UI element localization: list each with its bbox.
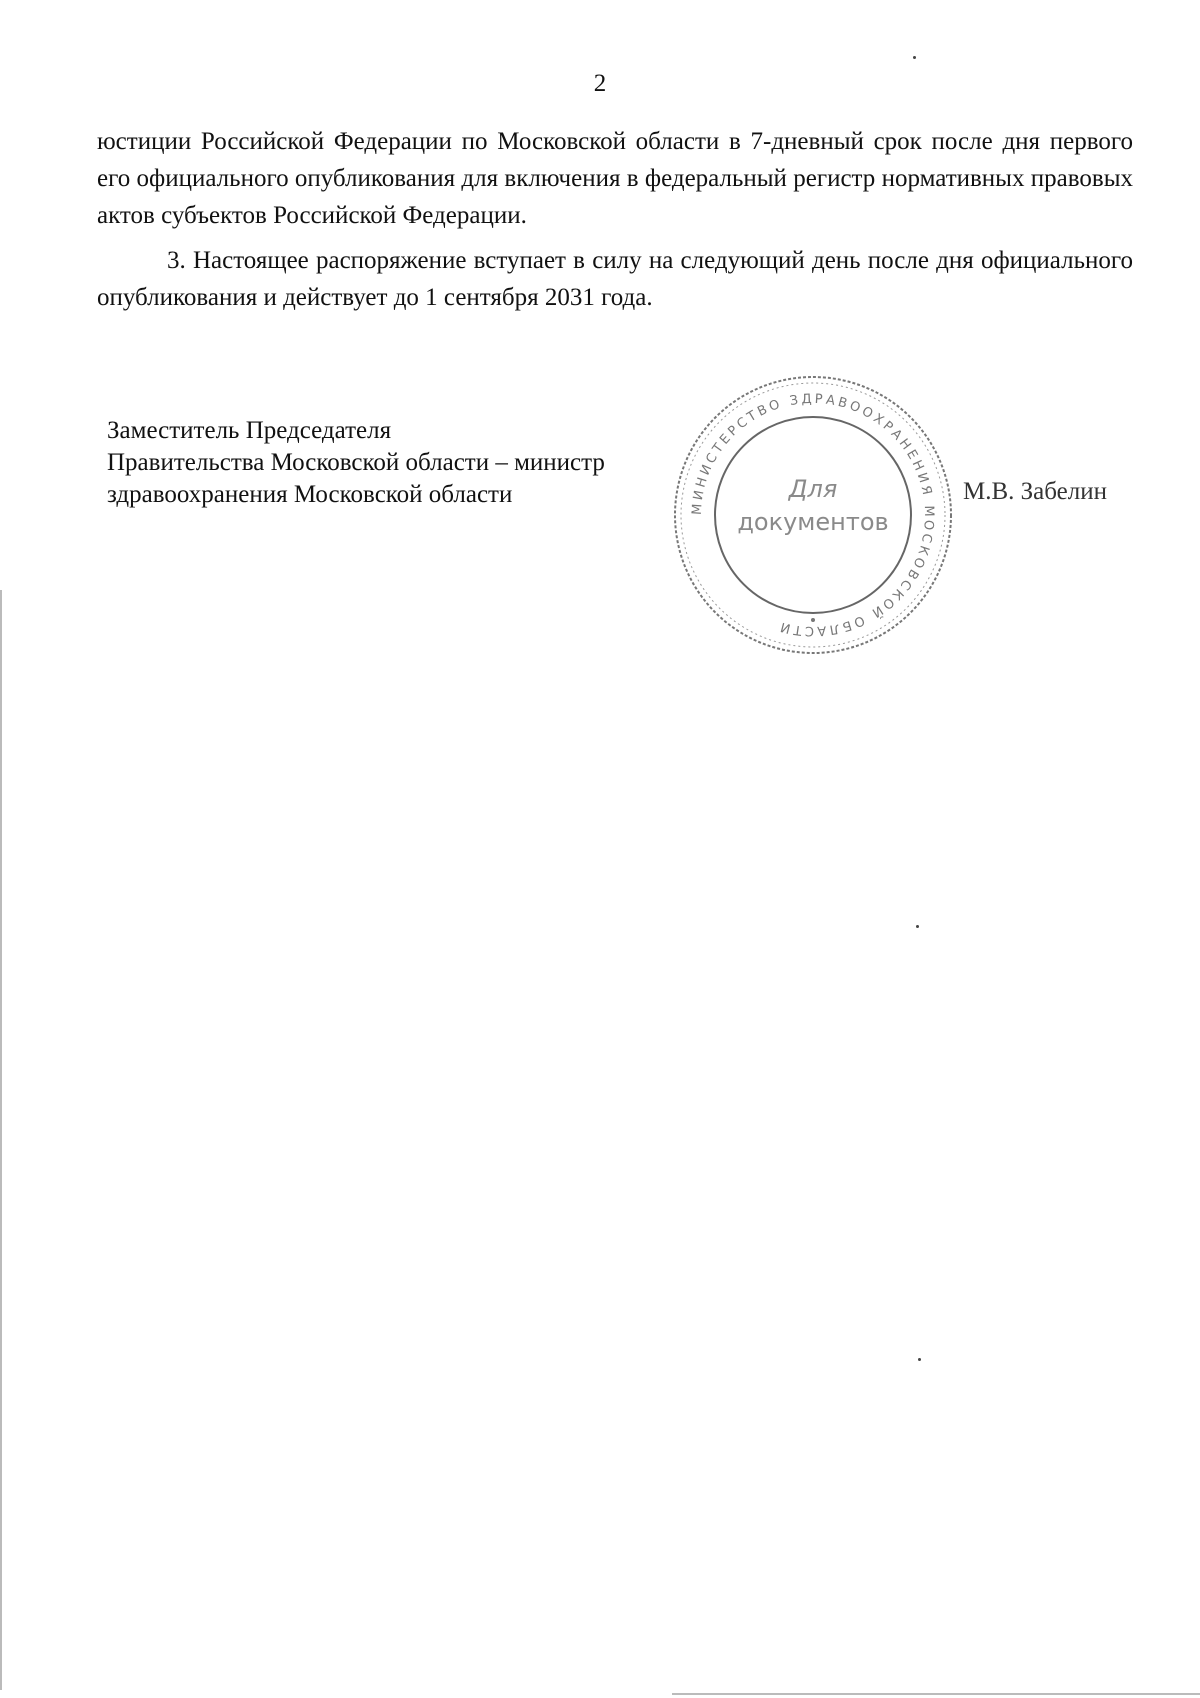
stamp-ring-text: МИНИСТЕРСТВО ЗДРАВООХРАНЕНИЯ МОСКОВСКОЙ ОБЛАСТИ: [689, 391, 937, 639]
position-line-3: здравоохранения Московской области: [107, 481, 513, 508]
stamp-center-line-1: Для: [788, 475, 838, 503]
scan-speck: [918, 1358, 921, 1361]
signer-name: М.В. Забелин: [963, 478, 1107, 505]
body-text: [97, 123, 1133, 316]
page-number: 2: [593, 70, 607, 97]
position-line-1: Заместитель Председателя: [107, 417, 392, 444]
official-stamp: [668, 370, 958, 660]
scan-speck: [913, 56, 916, 59]
paragraph-3: 3. Настоящее распоряжение вступает в силу на следующий день после дня официального опубликования и действует до 1 сентября 2031 года.: [97, 247, 1133, 311]
scan-speck: [916, 925, 919, 928]
signatory-position: [107, 415, 605, 511]
scan-left-edge: [0, 590, 2, 1690]
stamp-seal-graphic: [668, 370, 958, 660]
stamp-center-line-2: документов: [737, 508, 889, 536]
paragraph-continuation: юстиции Российской Федерации по Московской области в 7-дневный срок после дня первого его официального опубликования для включения в федеральный регистр нормативных правовых актов субъектов Российской Федерации.: [97, 128, 1133, 229]
position-line-2: Правительства Московской области – министр: [107, 449, 605, 476]
scan-bottom-edge: [672, 1693, 1200, 1695]
